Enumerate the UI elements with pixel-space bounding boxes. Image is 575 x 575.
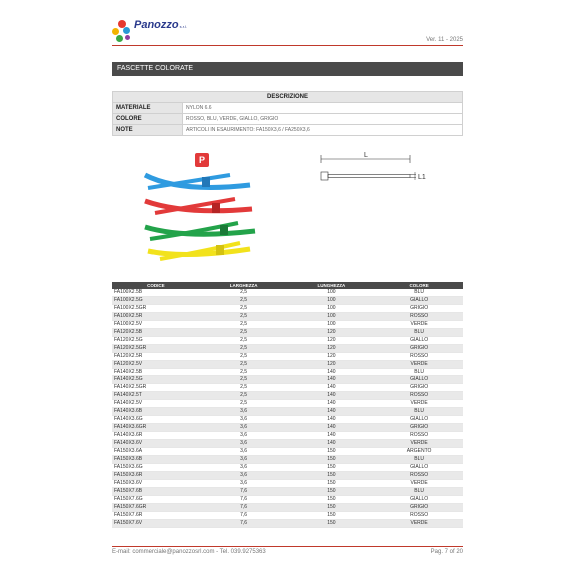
table-row: [112, 487, 463, 495]
code-cell: FA140X2.5B: [112, 368, 200, 376]
color-cell: GRIGIO: [375, 344, 463, 352]
width-cell: 2,5: [200, 352, 288, 360]
table-row: [112, 296, 463, 304]
code-cell: FA100X2.5GR: [112, 304, 200, 312]
width-cell: 3,6: [200, 471, 288, 479]
color-cell: BLU: [375, 408, 463, 416]
table-row: [112, 400, 463, 408]
color-cell: ROSSO: [375, 511, 463, 519]
width-cell: 3,6: [200, 432, 288, 440]
table-row: [112, 336, 463, 344]
length-cell: 140: [288, 376, 376, 384]
length-cell: 150: [288, 519, 376, 527]
color-cell: ROSSO: [375, 471, 463, 479]
length-cell: 150: [288, 487, 376, 495]
table-row: [112, 511, 463, 519]
width-cell: 2,5: [200, 384, 288, 392]
width-cell: 3,6: [200, 440, 288, 448]
length-cell: 120: [288, 360, 376, 368]
table-row: [112, 352, 463, 360]
table-row: [112, 416, 463, 424]
color-cell: GIALLO: [375, 296, 463, 304]
length-cell: 100: [288, 296, 376, 304]
color-cell: GIALLO: [375, 463, 463, 471]
code-cell: FA150X3.6B: [112, 456, 200, 464]
width-cell: 3,6: [200, 463, 288, 471]
width-cell: 2,5: [200, 328, 288, 336]
code-cell: FA140X3.6GR: [112, 424, 200, 432]
length-cell: 120: [288, 328, 376, 336]
table-row: [112, 368, 463, 376]
code-cell: FA150X3.6G: [112, 463, 200, 471]
length-cell: 100: [288, 289, 376, 296]
code-cell: FA150X7.6G: [112, 495, 200, 503]
table-row: [112, 463, 463, 471]
length-cell: 140: [288, 400, 376, 408]
product-codes-body: [112, 289, 463, 527]
length-cell: 120: [288, 336, 376, 344]
table-row: [112, 503, 463, 511]
table-row: [112, 440, 463, 448]
width-cell: 2,5: [200, 344, 288, 352]
code-cell: FA150X3.6R: [112, 471, 200, 479]
table-row: [112, 376, 463, 384]
description-heading: DESCRIZIONE: [113, 92, 463, 103]
version-label: Ver. 11 - 2025: [426, 37, 463, 43]
length-cell: 140: [288, 384, 376, 392]
code-cell: FA140X3.6G: [112, 416, 200, 424]
table-row: [112, 312, 463, 320]
footer-contact: E-mail: commerciale@panozzosrl.com - Tel. 039.9275363: [112, 549, 266, 555]
width-cell: 7,6: [200, 511, 288, 519]
header-color: COLORE: [375, 282, 463, 289]
code-cell: FA120X2.5V: [112, 360, 200, 368]
red-tie-icon: [145, 199, 252, 213]
material-value: NYLON 6.6: [183, 103, 463, 114]
color-cell: VERDE: [375, 440, 463, 448]
color-cell: ROSSO: [375, 312, 463, 320]
yellow-tie-icon: [148, 243, 250, 259]
length-cell: 150: [288, 463, 376, 471]
code-cell: FA150X3.6A: [112, 448, 200, 456]
table-row: [112, 320, 463, 328]
table-row: [112, 384, 463, 392]
length-cell: 140: [288, 440, 376, 448]
section-title: FASCETTE COLORATE: [112, 62, 463, 76]
width-cell: 3,6: [200, 408, 288, 416]
table-row: [112, 360, 463, 368]
length-cell: 150: [288, 495, 376, 503]
width-cell: 2,5: [200, 392, 288, 400]
page-number: Pag. 7 of 20: [430, 549, 463, 555]
color-cell: VERDE: [375, 400, 463, 408]
code-cell: FA100X2.5G: [112, 296, 200, 304]
color-cell: VERDE: [375, 360, 463, 368]
header-width: LARGHEZZA: [200, 282, 288, 289]
table-row: [112, 456, 463, 464]
length-cell: 150: [288, 503, 376, 511]
color-cell: BLU: [375, 328, 463, 336]
width-cell: 2,5: [200, 320, 288, 328]
width-cell: 7,6: [200, 503, 288, 511]
color-cell: VERDE: [375, 320, 463, 328]
color-cell: GRIGIO: [375, 424, 463, 432]
color-cell: GIALLO: [375, 336, 463, 344]
code-cell: FA140X2.5T: [112, 392, 200, 400]
code-cell: FA140X2.5GR: [112, 384, 200, 392]
length-cell: 150: [288, 448, 376, 456]
code-cell: FA150X7.6V: [112, 519, 200, 527]
width-cell: 2,5: [200, 336, 288, 344]
code-cell: FA140X3.6R: [112, 432, 200, 440]
table-row: [112, 471, 463, 479]
length-cell: 120: [288, 352, 376, 360]
color-cell: ARGENTO: [375, 448, 463, 456]
color-cell: GIALLO: [375, 376, 463, 384]
width-cell: 7,6: [200, 487, 288, 495]
width-cell: 3,6: [200, 479, 288, 487]
code-cell: FA150X7.6B: [112, 487, 200, 495]
width-cell: 3,6: [200, 448, 288, 456]
code-cell: FA140X2.5G: [112, 376, 200, 384]
color-cell: GIALLO: [375, 495, 463, 503]
length-cell: 140: [288, 368, 376, 376]
color-key: COLORE: [113, 114, 183, 125]
logo-name: Panozzos.r.l.: [134, 19, 187, 31]
width-cell: 2,5: [200, 296, 288, 304]
company-logo: [112, 18, 202, 46]
note-key: NOTE: [113, 125, 183, 136]
length-cell: 100: [288, 304, 376, 312]
table-row: [112, 408, 463, 416]
code-cell: FA140X2.5V: [112, 400, 200, 408]
table-row: [112, 448, 463, 456]
color-cell: VERDE: [375, 519, 463, 527]
color-cell: BLU: [375, 368, 463, 376]
code-cell: FA140X3.6B: [112, 408, 200, 416]
width-cell: 2,5: [200, 289, 288, 296]
table-row: [112, 392, 463, 400]
table-row: [112, 479, 463, 487]
length-cell: 150: [288, 471, 376, 479]
brand-badge-label: P: [198, 155, 206, 165]
length-cell: 150: [288, 479, 376, 487]
table-row: [112, 289, 463, 296]
length-cell: 140: [288, 392, 376, 400]
width-cell: 3,6: [200, 424, 288, 432]
code-cell: FA120X2.5G: [112, 336, 200, 344]
width-cell: 2,5: [200, 312, 288, 320]
length-cell: 120: [288, 344, 376, 352]
width-cell: 2,5: [200, 400, 288, 408]
width-label: L1: [418, 174, 426, 181]
code-cell: FA150X7.6R: [112, 511, 200, 519]
green-tie-icon: [145, 223, 255, 239]
cable-ties-image: [140, 153, 260, 263]
code-cell: FA120X2.5GR: [112, 344, 200, 352]
code-cell: FA120X2.5B: [112, 328, 200, 336]
color-cell: GRIGIO: [375, 384, 463, 392]
table-row: [112, 328, 463, 336]
length-cell: 150: [288, 456, 376, 464]
header-length: LUNGHEZZA: [288, 282, 376, 289]
width-cell: 2,5: [200, 368, 288, 376]
table-row: [112, 304, 463, 312]
length-cell: 100: [288, 312, 376, 320]
code-cell: FA100X2.5V: [112, 320, 200, 328]
color-cell: ROSSO: [375, 352, 463, 360]
width-cell: 2,5: [200, 360, 288, 368]
table-row: [112, 495, 463, 503]
length-cell: 100: [288, 320, 376, 328]
cable-tie-diagram: [318, 150, 433, 190]
code-cell: FA150X7.6GR: [112, 503, 200, 511]
length-cell: 150: [288, 511, 376, 519]
table-row: [112, 432, 463, 440]
product-codes-table: [112, 282, 463, 528]
logo-dots-icon: [112, 20, 134, 44]
table-row: [112, 519, 463, 527]
color-cell: ROSSO: [375, 392, 463, 400]
table-row: [112, 344, 463, 352]
color-cell: ROSSO: [375, 432, 463, 440]
color-cell: BLU: [375, 289, 463, 296]
color-cell: VERDE: [375, 479, 463, 487]
length-cell: 140: [288, 408, 376, 416]
color-cell: BLU: [375, 456, 463, 464]
footer-divider: [112, 546, 463, 547]
header-divider: [112, 45, 463, 46]
length-cell: 140: [288, 432, 376, 440]
length-label: L: [364, 152, 368, 159]
color-cell: GRIGIO: [375, 503, 463, 511]
color-cell: GRIGIO: [375, 304, 463, 312]
width-cell: 7,6: [200, 495, 288, 503]
width-cell: 2,5: [200, 304, 288, 312]
code-cell: FA100X2.5B: [112, 289, 200, 296]
color-cell: BLU: [375, 487, 463, 495]
description-table: [112, 91, 463, 136]
width-cell: 3,6: [200, 456, 288, 464]
width-cell: 2,5: [200, 376, 288, 384]
header-code: CODICE: [112, 282, 200, 289]
width-cell: 3,6: [200, 416, 288, 424]
length-cell: 140: [288, 416, 376, 424]
table-row: [112, 424, 463, 432]
note-value: ARTICOLI IN ESAURIMENTO: FA150X3,6 / FA250X3,6: [183, 125, 463, 136]
color-cell: GIALLO: [375, 416, 463, 424]
code-cell: FA100X2.5R: [112, 312, 200, 320]
blue-tie-icon: [145, 175, 250, 188]
code-cell: FA140X3.6V: [112, 440, 200, 448]
color-value: ROSSO, BLU, VERDE, GIALLO, GRIGIO: [183, 114, 463, 125]
width-cell: 7,6: [200, 519, 288, 527]
length-cell: 140: [288, 424, 376, 432]
material-key: MATERIALE: [113, 103, 183, 114]
code-cell: FA120X2.5R: [112, 352, 200, 360]
code-cell: FA150X3.6V: [112, 479, 200, 487]
